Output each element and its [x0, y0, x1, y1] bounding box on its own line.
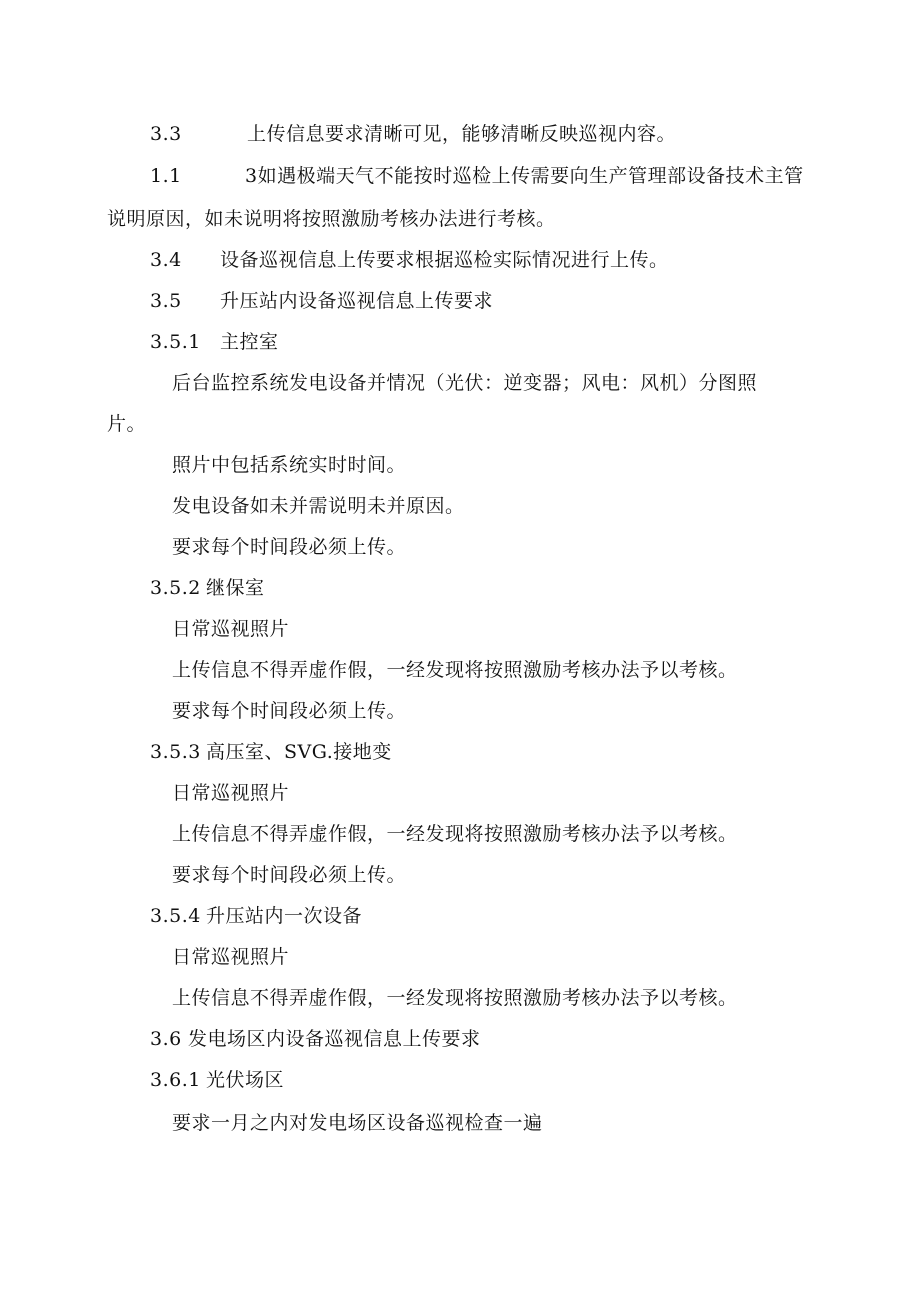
- section-number: 1.1: [150, 165, 182, 187]
- paragraph-text: 上传信息不得弄虚作假，一经发现将按照激励考核办法予以考核。: [172, 823, 738, 845]
- paragraph-text: 后台监控系统发电设备并情况（光伏：逆变器；风电：风机）分图照: [172, 372, 758, 394]
- body-text-continuation: [107, 411, 146, 437]
- body-text: [172, 862, 406, 888]
- body-text: [172, 1110, 543, 1136]
- paragraph-text: 要求每个时间段必须上传。: [172, 700, 407, 722]
- body-text: [172, 616, 289, 642]
- body-text: [172, 657, 738, 683]
- section-number: 3.5.2: [150, 577, 201, 599]
- paragraph-3-4: [150, 247, 669, 273]
- heading-3-5-4: [150, 903, 362, 929]
- body-text: [172, 985, 738, 1011]
- paragraph-text: 说明原因，如未说明将按照激励考核办法进行考核。: [107, 208, 556, 230]
- paragraph-text: 日常巡视照片: [172, 782, 290, 804]
- body-text: [172, 780, 289, 806]
- heading-text: 光伏场区: [206, 1069, 285, 1091]
- body-text: [172, 698, 406, 724]
- paragraph-text: 日常巡视照片: [172, 618, 290, 640]
- heading-text: 高压室、SVG.接地变: [206, 741, 392, 763]
- paragraph-text: 要求每个时间段必须上传。: [172, 864, 407, 886]
- heading-text: 升压站内设备巡视信息上传要求: [220, 290, 494, 312]
- section-number: 3.4: [150, 249, 182, 271]
- paragraph-text: 照片中包括系统实时时间。: [172, 454, 407, 476]
- paragraph-text: 片。: [107, 413, 147, 435]
- paragraph-text: 日常巡视照片: [172, 946, 290, 968]
- section-number: 3.6.1: [150, 1069, 201, 1091]
- paragraph-text: 发电设备如未并需说明未并原因。: [172, 495, 465, 517]
- heading-3-6: [150, 1026, 481, 1052]
- heading-text: 继保室: [206, 577, 265, 599]
- paragraph-1-1: [150, 163, 804, 189]
- heading-3-5-1: [150, 329, 279, 355]
- heading-3-6-1: [150, 1067, 284, 1093]
- body-text: [172, 534, 406, 560]
- section-number: 3.5: [150, 290, 182, 312]
- paragraph-text: 设备巡视信息上传要求根据巡检实际情况进行上传。: [220, 249, 669, 271]
- heading-3-5: [150, 288, 493, 314]
- paragraph-text: 上传信息要求清晰可见，能够清晰反映巡视内容。: [247, 123, 677, 145]
- section-number: 3.5.1: [150, 331, 201, 353]
- heading-3-5-2: [150, 575, 265, 601]
- heading-text: 发电场区内设备巡视信息上传要求: [188, 1028, 481, 1050]
- paragraph-text: 要求一月之内对发电场区设备巡视检查一遍: [172, 1112, 543, 1134]
- heading-text: 升压站内一次设备: [206, 905, 363, 927]
- section-number: 3.5.4: [150, 905, 201, 927]
- paragraph-text: 要求每个时间段必须上传。: [172, 536, 407, 558]
- section-number: 3.3: [150, 123, 182, 145]
- body-text: [172, 493, 465, 519]
- body-text: [172, 821, 738, 847]
- section-number: 3.5.3: [150, 741, 201, 763]
- paragraph-text: 3如遇极端天气不能按时巡检上传需要向生产管理部设备技术主管: [245, 165, 804, 187]
- heading-text: 主控室: [220, 331, 279, 353]
- body-text: [172, 944, 289, 970]
- paragraph-text: 上传信息不得弄虚作假，一经发现将按照激励考核办法予以考核。: [172, 659, 738, 681]
- section-number: 3.6: [150, 1028, 182, 1050]
- body-text: [172, 370, 757, 396]
- paragraph-3-3: [150, 121, 676, 147]
- heading-3-5-3: [150, 739, 392, 765]
- paragraph-text: 上传信息不得弄虚作假，一经发现将按照激励考核办法予以考核。: [172, 987, 738, 1009]
- paragraph-continuation: [107, 206, 556, 232]
- body-text: [172, 452, 406, 478]
